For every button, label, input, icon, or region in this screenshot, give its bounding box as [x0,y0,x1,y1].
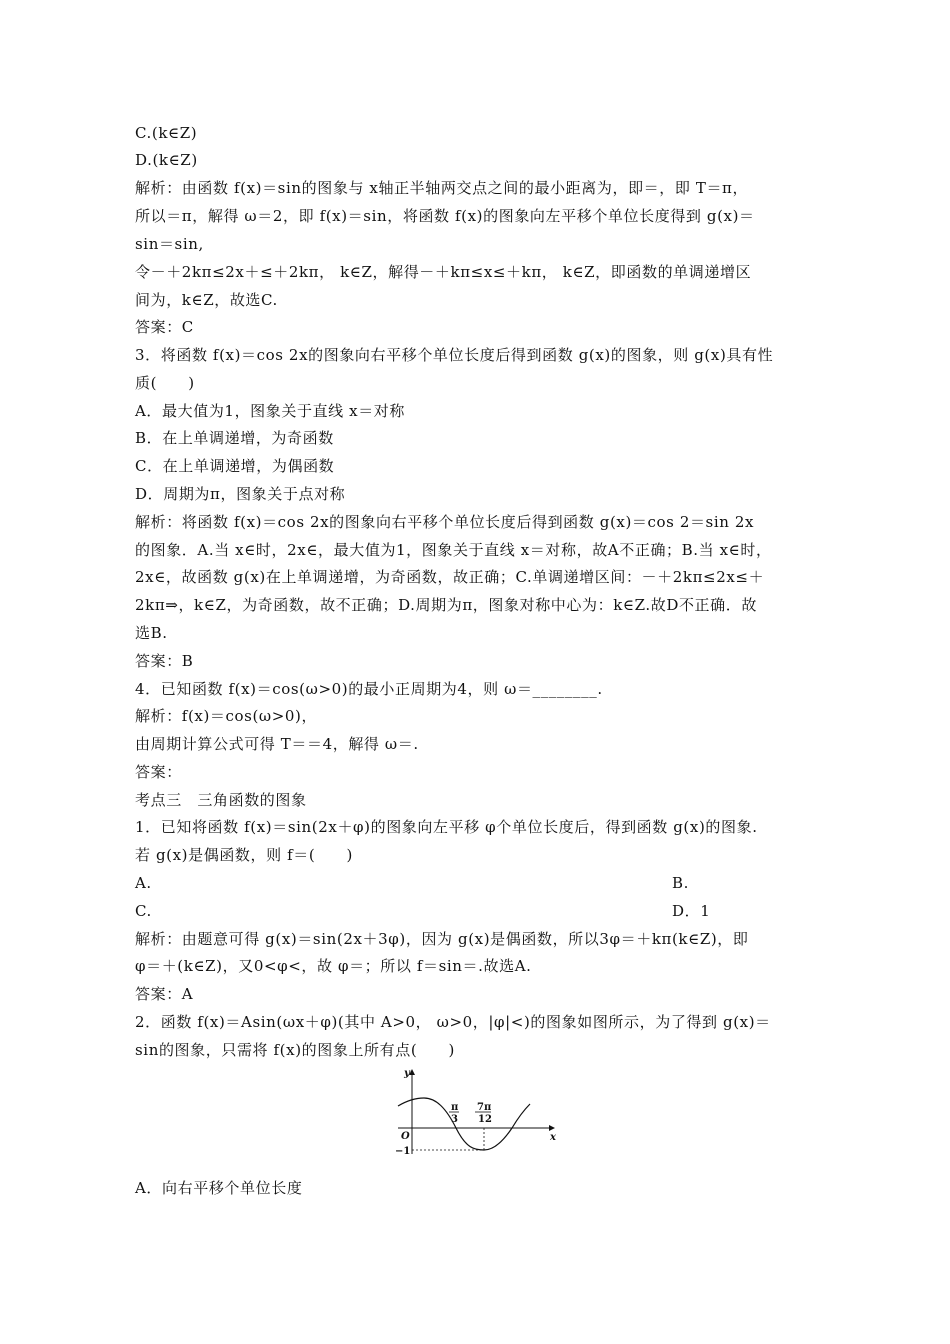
text-line: 解析：f(x)＝cos(ω>0)， [135,707,318,725]
y-axis-label: y [404,1068,410,1079]
option-b: B．在上单调递增，为奇函数 [135,429,334,447]
text-line: 2kπ⇒，k∈Z，为奇函数，故不正确；D.周期为π，图象对称中心为：k∈Z.故D不正确．故 [135,596,757,614]
option-a: A．最大值为1，图象关于直线 x＝对称 [135,402,406,420]
question-line: 3．将函数 f(x)＝cos 2x的图象向右平移个单位长度后得到函数 g(x)的图象，则 g(x)具有性 [135,346,774,364]
text-line: 选B. [135,624,168,642]
text-line: 解析：由函数 f(x)＝sin的图象与 x轴正半轴两交点之间的最小距离为，即＝，即 T＝π， [135,179,749,197]
text-line: sin＝sin, [135,235,204,253]
option-a: A．向右平移个单位长度 [135,1179,303,1197]
question-line: sin的图象，只需将 f(x)的图象上所有点( ) [135,1041,455,1059]
options-row [135,873,825,893]
text-line: 解析：将函数 f(x)＝cos 2x的图象向右平移个单位长度后得到函数 g(x)＝cos 2＝sin 2x [135,513,755,531]
min-value-label: −1 [395,1146,411,1157]
tick-label-numerator: 7π [477,1102,492,1113]
text-line: 的图象．A.当 x∈时，2x∈，最大值为1，图象关于直线 x＝对称，故A不正确；B.当 x∈时， [135,541,772,559]
question-line: 1．已知将函数 f(x)＝sin(2x＋φ)的图象向左平移 φ个单位长度后，得到函数 g(x)的图象. [135,818,758,836]
option-c: C．在上单调递增，为偶函数 [135,457,335,475]
answer-line: 答案：A [135,985,194,1003]
answer-line: 答案：C [135,318,194,336]
origin-label: O [401,1131,410,1142]
text-line: C.(k∈Z) [135,124,198,142]
question-line: 4．已知函数 f(x)＝cos(ω>0)的最小正周期为4，则 ω＝________. [135,680,603,698]
question-line: 质( ) [135,374,195,392]
tick-label-numerator: π [451,1102,459,1113]
question-line: 若 g(x)是偶函数，则 f＝( ) [135,846,353,864]
options-row [135,901,825,921]
option-b: B. [672,874,689,892]
answer-line: 答案：B [135,652,194,670]
question-line: 2．函数 f(x)＝Asin(ωx＋φ)(其中 A>0， ω>0，|φ|<)的图象如图所示，为了得到 g(x)＝ [135,1013,771,1031]
x-axis-label: x [550,1132,556,1143]
text-line: 解析：由题意可得 g(x)＝sin(2x＋3φ)，因为 g(x)是偶函数，所以3φ＝＋kπ(k∈Z)，即 [135,930,749,948]
option-d: D．1 [672,902,711,920]
text-line: 所以＝π，解得 ω＝2，即 f(x)＝sin，将函数 f(x)的图象向左平移个单位长度得到 g(x)＝ [135,207,755,225]
tick-label-denominator: 3 [451,1114,458,1125]
section-heading: 考点三 三角函数的图象 [135,791,307,809]
text-line: 令－＋2kπ≤2x＋≤＋2kπ， k∈Z，解得－＋kπ≤x≤＋kπ， k∈Z，即函数的单调递增区 [135,263,752,281]
answer-line: 答案： [135,763,182,781]
tick-label-denominator: 12 [478,1114,492,1125]
sine-graph-figure [392,1066,562,1158]
text-line: D.(k∈Z) [135,151,198,169]
option-d: D．周期为π，图象关于点对称 [135,485,346,503]
text-line: 间为，k∈Z，故选C. [135,291,278,309]
option-a: A. [135,874,152,892]
option-c: C. [135,902,152,920]
text-line: φ＝＋(k∈Z)，又0<φ<，故 φ＝；所以 f＝sin＝.故选A. [135,957,532,975]
text-line: 由周期计算公式可得 T＝＝4，解得 ω＝. [135,735,419,753]
text-line: 2x∈，故函数 g(x)在上单调递增，为奇函数，故正确；C.单调递增区间：－＋2kπ≤2x≤＋ [135,568,765,586]
sine-curve [398,1098,530,1150]
